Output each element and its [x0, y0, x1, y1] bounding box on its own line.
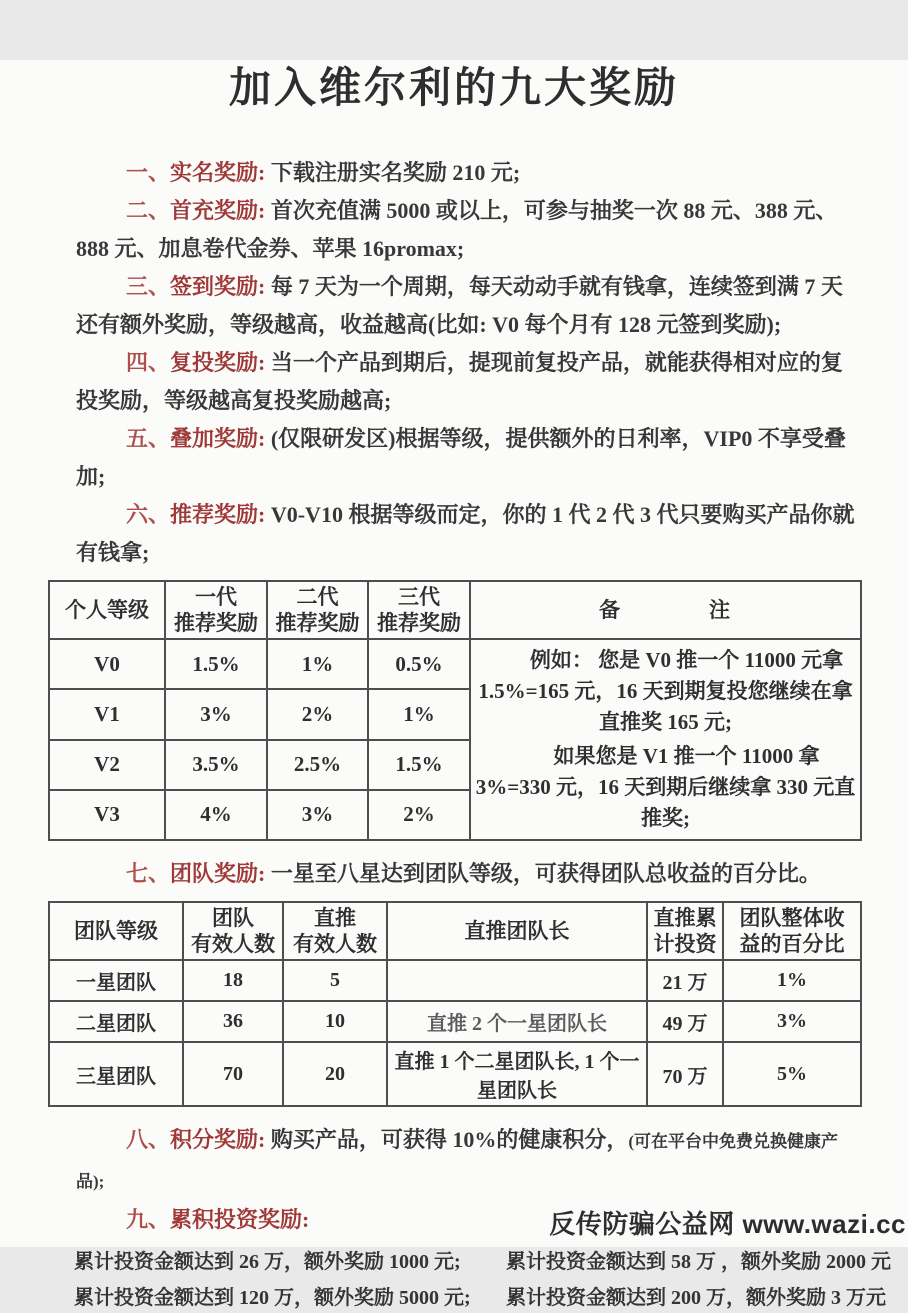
table-cell: 二星团队	[49, 1001, 183, 1042]
table-cell: 5%	[723, 1042, 861, 1106]
item-number: 八、	[126, 1127, 171, 1152]
table-cell: 2%	[368, 790, 470, 840]
item-text: V0-V10 根据等级而定，你的 1 代 2 代 3 代只要购买产品你就有钱拿;	[76, 502, 855, 565]
remark-paragraph: 例如： 您是 V0 推一个 11000 元拿 1.5%=165 元，16 天到期复投您继续在拿直推奖 165 元;	[478, 648, 853, 734]
team-reward-table	[48, 901, 862, 1107]
table-cell: 直推 2 个一星团队长	[387, 1001, 647, 1042]
header-line: 团队	[212, 906, 254, 930]
document-content	[0, 60, 908, 1313]
item-number: 六、	[126, 502, 171, 527]
team-header-row	[49, 902, 861, 960]
item-label: 实名奖励:	[170, 160, 266, 185]
referral-header-gen3	[368, 581, 470, 639]
table-cell: V1	[49, 689, 165, 739]
header-line: 团队整体收	[739, 906, 845, 930]
table-cell: 4%	[165, 790, 267, 840]
team-header-direct-members	[283, 902, 387, 960]
team-header-level	[49, 902, 183, 960]
header-line: 团队等级	[74, 919, 158, 943]
table-cell: 三星团队	[49, 1042, 183, 1106]
table-row	[49, 1001, 861, 1042]
item-number: 九、	[126, 1207, 171, 1232]
table-cell: 5	[283, 960, 387, 1001]
header-line: 推荐奖励	[174, 611, 258, 635]
team-header-income-percent	[723, 902, 861, 960]
cumulative-line: 累计投资金额达到 26 万，额外奖励 1000 元;	[74, 1251, 461, 1273]
item-2-first-deposit-reward	[76, 192, 858, 268]
item-8-points-reward	[76, 1121, 858, 1201]
item-text: 当一个产品到期后，提现前复投产品，就能获得相对应的复投奖励，等级越高复投奖励越高;	[76, 350, 843, 413]
team-header-team-members	[183, 902, 283, 960]
cumulative-line: 累计投资金额达到 200 万，额外奖励 3 万元	[506, 1287, 886, 1309]
table-cell: 3.5%	[165, 740, 267, 790]
table-cell: 1%	[267, 639, 368, 689]
item-text: (仅限研发区)根据等级，提供额外的日利率，VIP0 不享受叠加;	[76, 426, 846, 489]
header-line: 推荐奖励	[275, 611, 360, 635]
header-line: 直推累	[653, 906, 717, 930]
item-text: 购买产品，可获得 10%的健康积分，	[270, 1127, 629, 1152]
item-note: (可在平台中免费兑换健康产品);	[76, 1132, 839, 1191]
header-line: 直推	[314, 906, 356, 930]
team-header-direct-leaders	[387, 902, 647, 960]
anti-scam-watermark: 反传防骗公益网 www.wazi.cc	[549, 1209, 906, 1239]
table-cell: 0.5%	[368, 639, 470, 689]
header-line: 直推团队长	[464, 919, 570, 943]
item-number: 五、	[126, 426, 171, 451]
table-row	[49, 1042, 861, 1106]
table-row	[49, 639, 861, 689]
table-cell: V0	[49, 639, 165, 689]
item-text: 首次充值满 5000 或以上，可参与抽奖一次 88 元、388 元、888 元、加息卷代金券、苹果 16promax;	[76, 198, 838, 261]
table-cell: 3%	[267, 790, 368, 840]
header-line: 三代	[398, 585, 440, 609]
item-7-team-reward	[76, 855, 858, 893]
cumulative-reward-lines	[74, 1247, 891, 1313]
item-label: 团队奖励:	[170, 861, 266, 886]
table-cell: 一星团队	[49, 960, 183, 1001]
referral-header-gen2	[267, 581, 368, 639]
item-label: 签到奖励:	[170, 274, 266, 299]
table-cell: 18	[183, 960, 283, 1001]
cumulative-line: 累计投资金额达到 120 万，额外奖励 5000 元;	[74, 1287, 471, 1309]
item-5-stacking-reward	[76, 420, 858, 496]
header-line: 一代	[195, 585, 237, 609]
team-header-direct-investment	[647, 902, 723, 960]
remark-paragraph: 如果您是 V1 推一个 11000 拿 3%=330 元，16 天到期后继续拿 330 元直推奖;	[475, 744, 856, 830]
referral-header-remark: 备 注	[470, 581, 861, 639]
table-cell: 70 万	[647, 1042, 723, 1106]
header-line: 计投资	[653, 932, 717, 956]
table-cell: 3%	[165, 689, 267, 739]
table-cell: 1.5%	[368, 740, 470, 790]
table-cell: 70	[183, 1042, 283, 1106]
header-line: 二代	[296, 585, 339, 609]
item-label: 叠加奖励:	[170, 426, 266, 451]
item-number: 四、	[126, 350, 171, 375]
table-cell: 3%	[723, 1001, 861, 1042]
item-label: 推荐奖励:	[170, 502, 266, 527]
table-cell: 1%	[368, 689, 470, 739]
referral-header-gen1	[165, 581, 267, 639]
table-cell: V2	[49, 740, 165, 790]
item-text: 每 7 天为一个周期，每天动动手就有钱拿，连续签到满 7 天还有额外奖励，等级越高，收益越高(比如: V0 每个月有 128 元签到奖励);	[76, 274, 843, 337]
table-cell: V3	[49, 790, 165, 840]
item-6-referral-reward	[76, 496, 858, 572]
header-line: 有效人数	[293, 932, 377, 956]
item-number: 七、	[126, 861, 171, 886]
table-cell: 36	[183, 1001, 283, 1042]
table-cell: 1.5%	[165, 639, 267, 689]
table-cell: 49 万	[647, 1001, 723, 1042]
item-number: 三、	[126, 274, 171, 299]
document-page	[0, 60, 908, 1309]
item-3-checkin-reward	[76, 268, 858, 344]
table-cell: 20	[283, 1042, 387, 1106]
cumulative-line: 累计投资金额达到 58 万 ，额外奖励 2000 元	[506, 1251, 891, 1273]
item-4-reinvest-reward	[76, 344, 858, 420]
table-row	[49, 960, 861, 1001]
header-line: 推荐奖励	[377, 611, 461, 635]
table-cell	[387, 960, 647, 1001]
item-number: 二、	[126, 198, 171, 223]
referral-remark-cell	[470, 639, 861, 840]
table-cell: 10	[283, 1001, 387, 1042]
item-number: 一、	[126, 160, 171, 185]
item-label: 积分奖励:	[170, 1127, 266, 1152]
page-title: 加入维尔利的九大奖励	[228, 66, 679, 112]
reward-items	[46, 154, 862, 572]
referral-header-level: 个人等级	[49, 581, 165, 639]
item-label: 复投奖励:	[170, 350, 266, 375]
table-cell: 21 万	[647, 960, 723, 1001]
referral-header-row	[49, 581, 861, 639]
item-1-real-name-reward	[76, 154, 858, 192]
header-line: 益的百分比	[739, 932, 845, 956]
item-label: 累积投资奖励:	[170, 1207, 310, 1232]
referral-reward-table	[48, 580, 862, 841]
item-label: 首充奖励:	[170, 198, 266, 223]
item-text: 下载注册实名奖励 210 元;	[270, 160, 521, 185]
table-cell: 2%	[267, 689, 368, 739]
table-cell: 1%	[723, 960, 861, 1001]
item-text: 一星至八星达到团队等级，可获得团队总收益的百分比。	[270, 861, 821, 886]
header-line: 有效人数	[191, 932, 275, 956]
table-cell: 直推 1 个二星团队长, 1 个一星团队长	[387, 1042, 647, 1106]
table-cell: 2.5%	[267, 740, 368, 790]
